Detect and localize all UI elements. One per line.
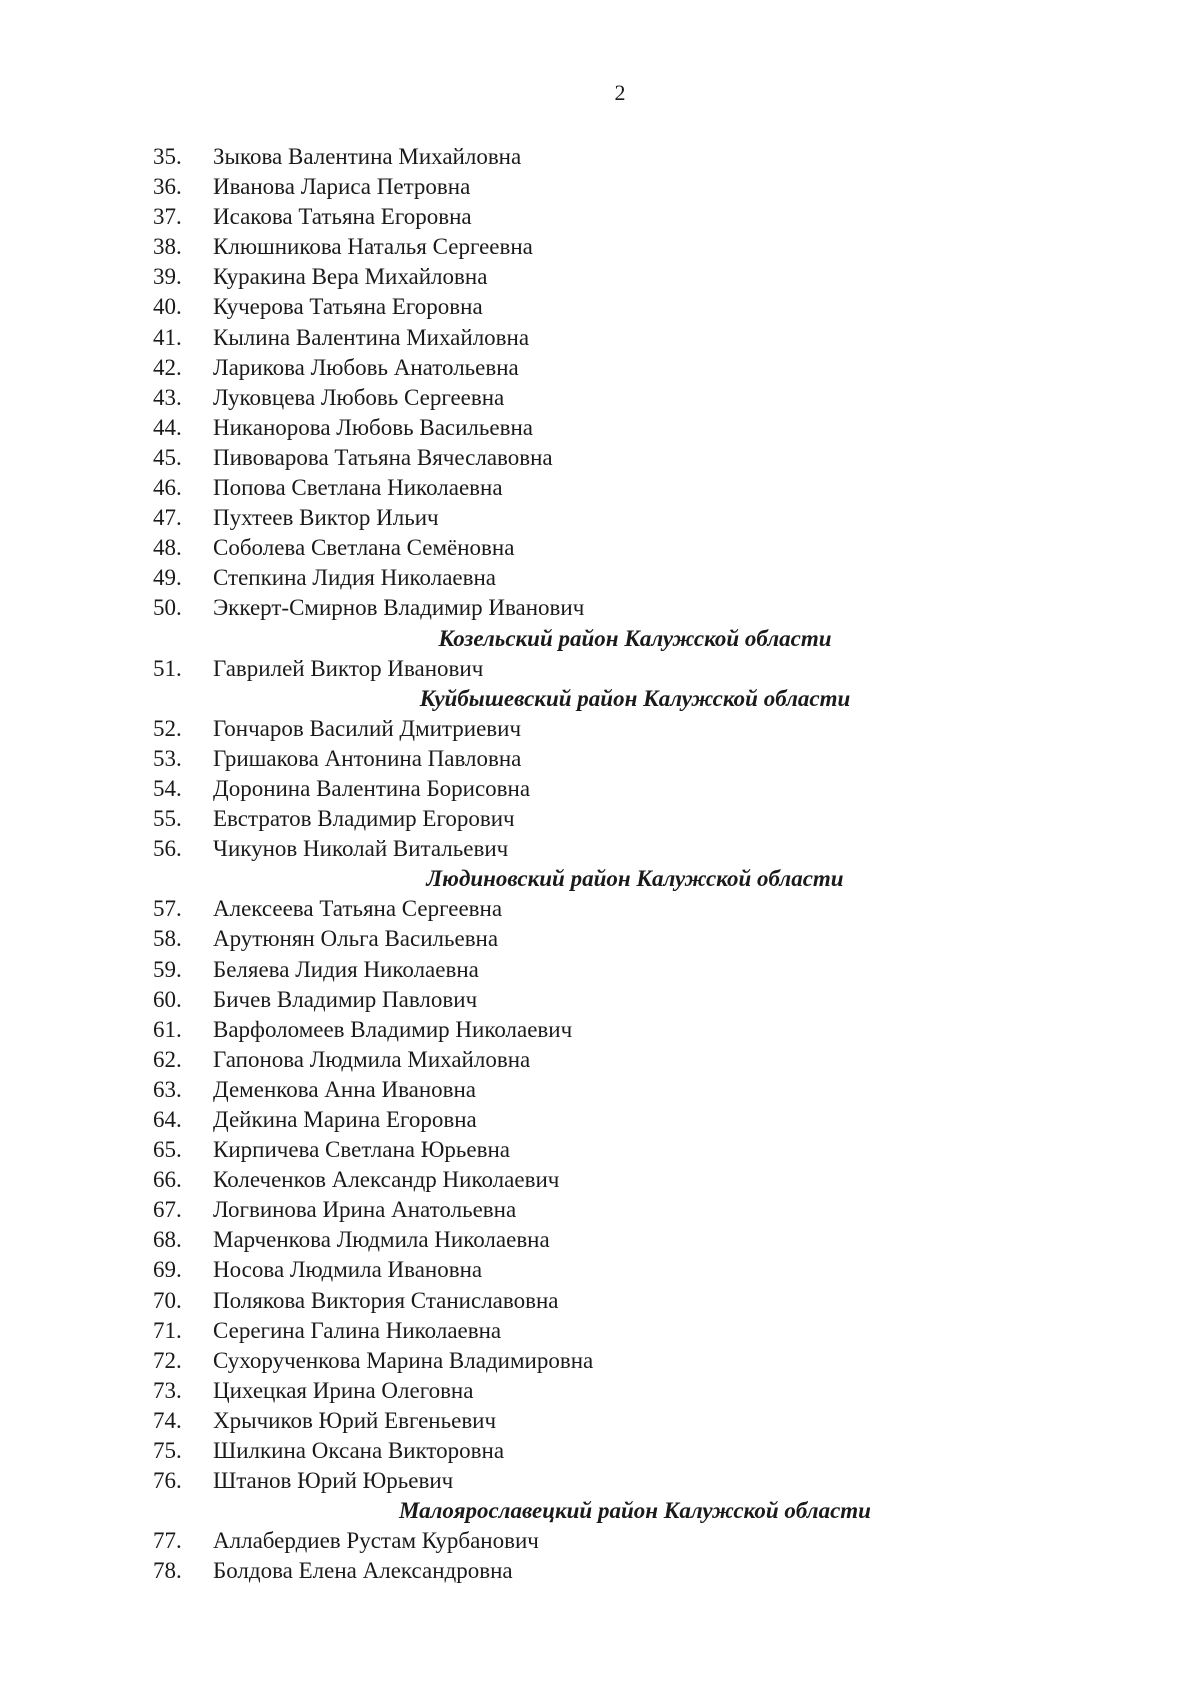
person-name: Аллабердиев Рустам Курбанович bbox=[213, 1528, 539, 1554]
list-item bbox=[0, 383, 1200, 413]
item-number: 64. bbox=[153, 1107, 182, 1132]
district-heading: Людиновский район Калужской области bbox=[426, 866, 844, 892]
list-item bbox=[0, 1075, 1200, 1105]
list-item bbox=[0, 1526, 1200, 1556]
item-number: 55. bbox=[153, 806, 182, 832]
list-item bbox=[0, 1316, 1200, 1346]
list-item bbox=[0, 593, 1200, 623]
list-item bbox=[0, 232, 1200, 262]
district-heading: Козельский район Калужской области bbox=[438, 625, 832, 651]
list-item bbox=[0, 1225, 1200, 1255]
person-name: Беляева Лидия Николаевна bbox=[213, 956, 479, 982]
person-name: Алексеева Татьяна Сергеевна bbox=[213, 896, 503, 922]
list-item bbox=[0, 1015, 1200, 1045]
item-number: 37. bbox=[153, 204, 182, 230]
item-number: 53. bbox=[153, 745, 182, 771]
item-number: 40. bbox=[153, 294, 182, 320]
item-number: 62. bbox=[153, 1046, 182, 1072]
list-item bbox=[0, 924, 1200, 954]
item-number: 66. bbox=[153, 1167, 182, 1193]
item-number: 77. bbox=[153, 1528, 182, 1554]
item-number: 43. bbox=[153, 384, 182, 410]
list-item bbox=[0, 262, 1200, 292]
item-number: 56. bbox=[153, 836, 182, 862]
item-number: 51. bbox=[153, 655, 182, 681]
list-item bbox=[0, 955, 1200, 985]
list-item bbox=[0, 503, 1200, 533]
person-name: Серегина Галина Николаевна bbox=[213, 1317, 502, 1343]
person-name: Пивоварова Татьяна Вячеславовна bbox=[213, 444, 553, 470]
list-item bbox=[0, 1105, 1200, 1135]
list-item bbox=[0, 563, 1200, 593]
item-number: 68. bbox=[153, 1227, 182, 1253]
list-item bbox=[0, 654, 1200, 684]
person-name: Кучерова Татьяна Егоровна bbox=[213, 294, 483, 320]
item-number: 50. bbox=[153, 595, 182, 621]
item-number: 35. bbox=[153, 144, 182, 169]
item-number: 47. bbox=[153, 505, 182, 531]
list-item bbox=[0, 834, 1200, 864]
list-item bbox=[0, 292, 1200, 322]
item-number: 75. bbox=[153, 1438, 182, 1464]
person-name: Эккерт-Смирнов Владимир Иванович bbox=[213, 595, 585, 621]
list-item bbox=[0, 804, 1200, 834]
list-item bbox=[0, 413, 1200, 443]
item-number: 74. bbox=[153, 1407, 182, 1433]
item-number: 45. bbox=[153, 444, 182, 470]
item-number: 59. bbox=[153, 956, 182, 982]
list-item bbox=[0, 744, 1200, 774]
person-name: Ларикова Любовь Анатольевна bbox=[213, 354, 519, 380]
person-name: Болдова Елена Александровна bbox=[213, 1558, 513, 1584]
list-item bbox=[0, 533, 1200, 563]
item-number: 72. bbox=[153, 1347, 182, 1373]
person-name: Варфоломеев Владимир Николаевич bbox=[213, 1016, 573, 1042]
item-number: 67. bbox=[153, 1197, 182, 1223]
list-item bbox=[0, 1286, 1200, 1316]
person-name: Попова Светлана Николаевна bbox=[213, 475, 503, 501]
person-name: Цихецкая Ирина Олеговна bbox=[213, 1377, 474, 1403]
person-name: Соболева Светлана Семёновна bbox=[213, 535, 515, 561]
item-number: 44. bbox=[153, 414, 182, 440]
person-name: Гончаров Василий Дмитриевич bbox=[213, 715, 522, 741]
item-number: 71. bbox=[153, 1317, 182, 1343]
person-name: Дейкина Марина Егоровна bbox=[213, 1107, 477, 1132]
person-name: Пухтеев Виктор Ильич bbox=[213, 505, 439, 531]
person-name: Колеченков Александр Николаевич bbox=[213, 1167, 560, 1193]
person-name: Бичев Владимир Павлович bbox=[213, 986, 478, 1012]
item-number: 60. bbox=[153, 986, 182, 1012]
item-number: 42. bbox=[153, 354, 182, 380]
person-name: Носова Людмила Ивановна bbox=[213, 1257, 483, 1283]
list-item bbox=[0, 1556, 1200, 1586]
person-name: Евстратов Владимир Егорович bbox=[213, 806, 515, 832]
person-name: Полякова Виктория Станиславовна bbox=[213, 1287, 559, 1313]
person-name: Куракина Вера Михайловна bbox=[213, 264, 488, 290]
list-item bbox=[0, 1135, 1200, 1165]
item-number: 48. bbox=[153, 535, 182, 561]
page-number: 2 bbox=[614, 80, 626, 105]
person-name: Шилкина Оксана Викторовна bbox=[213, 1438, 505, 1464]
list-item bbox=[0, 353, 1200, 383]
item-number: 39. bbox=[153, 264, 182, 290]
district-heading: Малоярославецкий район Калужской области bbox=[399, 1498, 871, 1524]
item-number: 49. bbox=[153, 565, 182, 591]
name-list bbox=[0, 142, 1200, 1587]
item-number: 52. bbox=[153, 715, 182, 741]
person-name: Луковцева Любовь Сергеевна bbox=[213, 384, 505, 410]
person-name: Чикунов Николай Витальевич bbox=[213, 836, 509, 862]
list-item bbox=[0, 172, 1200, 202]
list-item bbox=[0, 443, 1200, 473]
list-item bbox=[0, 1045, 1200, 1075]
person-name: Гапонова Людмила Михайловна bbox=[213, 1046, 531, 1072]
item-number: 57. bbox=[153, 896, 182, 922]
list-item bbox=[0, 1466, 1200, 1496]
list-item bbox=[0, 985, 1200, 1015]
item-number: 73. bbox=[153, 1377, 182, 1403]
item-number: 70. bbox=[153, 1287, 182, 1313]
item-number: 38. bbox=[153, 234, 182, 260]
item-number: 76. bbox=[153, 1468, 182, 1494]
item-number: 78. bbox=[153, 1558, 182, 1584]
list-item bbox=[0, 1376, 1200, 1406]
item-number: 63. bbox=[153, 1076, 182, 1102]
person-name: Исакова Татьяна Егоровна bbox=[213, 204, 472, 230]
person-name: Марченкова Людмила Николаевна bbox=[213, 1227, 550, 1253]
person-name: Кирпичева Светлана Юрьевна bbox=[213, 1137, 510, 1163]
list-item bbox=[0, 774, 1200, 804]
person-name: Деменкова Анна Ивановна bbox=[213, 1076, 477, 1102]
person-name: Кылина Валентина Михайловна bbox=[213, 324, 530, 350]
item-number: 46. bbox=[153, 475, 182, 501]
person-name: Никанорова Любовь Васильевна bbox=[213, 414, 533, 440]
list-item bbox=[0, 473, 1200, 503]
list-item bbox=[0, 1165, 1200, 1195]
list-item bbox=[0, 894, 1200, 924]
list-item bbox=[0, 323, 1200, 353]
item-number: 65. bbox=[153, 1137, 182, 1163]
person-name: Доронина Валентина Борисовна bbox=[213, 775, 531, 801]
item-number: 58. bbox=[153, 926, 182, 952]
list-item bbox=[0, 202, 1200, 232]
person-name: Иванова Лариса Петровна bbox=[213, 174, 471, 200]
person-name: Зыкова Валентина Михайловна bbox=[213, 144, 522, 169]
item-number: 69. bbox=[153, 1257, 182, 1283]
person-name: Логвинова Ирина Анатольевна bbox=[213, 1197, 517, 1223]
list-item bbox=[0, 1195, 1200, 1225]
list-item bbox=[0, 1255, 1200, 1285]
list-item bbox=[0, 142, 1200, 172]
list-item bbox=[0, 714, 1200, 744]
district-heading: Куйбышевский район Калужской области bbox=[419, 685, 851, 711]
list-item bbox=[0, 1436, 1200, 1466]
item-number: 41. bbox=[153, 324, 182, 350]
person-name: Гришакова Антонина Павловна bbox=[213, 745, 522, 771]
list-item bbox=[0, 1406, 1200, 1436]
item-number: 61. bbox=[153, 1016, 182, 1042]
item-number: 36. bbox=[153, 174, 182, 200]
person-name: Арутюнян Ольга Васильевна bbox=[213, 926, 499, 952]
person-name: Сухорученкова Марина Владимировна bbox=[213, 1347, 594, 1373]
item-number: 54. bbox=[153, 775, 182, 801]
person-name: Штанов Юрий Юрьевич bbox=[213, 1468, 454, 1494]
list-item bbox=[0, 1346, 1200, 1376]
person-name: Хрычиков Юрий Евгеньевич bbox=[213, 1407, 497, 1433]
person-name: Клюшникова Наталья Сергеевна bbox=[213, 234, 533, 260]
person-name: Степкина Лидия Николаевна bbox=[213, 565, 496, 591]
person-name: Гаврилей Виктор Иванович bbox=[213, 655, 484, 681]
